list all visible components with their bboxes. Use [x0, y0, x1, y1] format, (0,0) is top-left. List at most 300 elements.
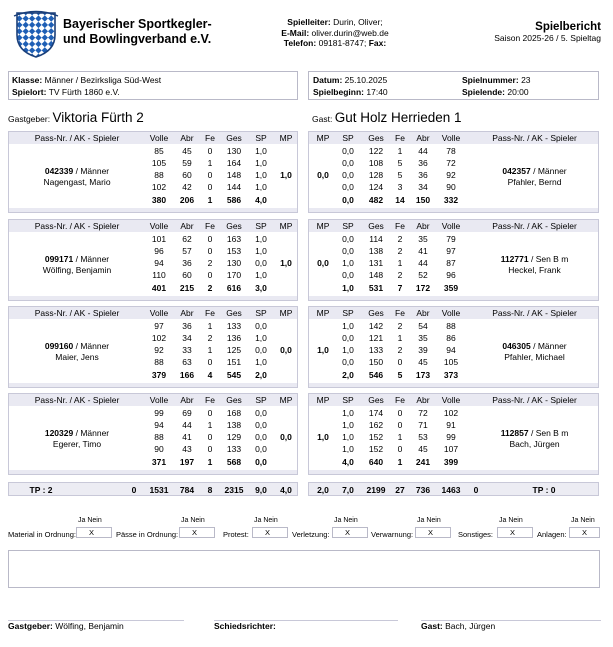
home-round-4-ges: 170 [226, 270, 242, 280]
home-round-3-sp: 1,0 [255, 170, 267, 180]
home-player-table-4 [8, 393, 298, 475]
away-round-2-ges: 162 [368, 420, 384, 430]
player-pass-line [9, 341, 145, 352]
home-round-4-sp: 1,0 [255, 270, 267, 280]
away-round-3-sp: 0,0 [342, 170, 354, 180]
player-pass-line [9, 254, 145, 265]
away-round-2-ges: 121 [368, 333, 384, 343]
away-round-1-ges: 114 [369, 234, 383, 244]
column-header-mp: MP [279, 133, 293, 143]
home-total-ges: 568 [226, 457, 242, 467]
away-round-4-sp: 1,0 [342, 444, 354, 454]
player-age-class: / Männer [533, 166, 567, 176]
away-table-footer-bg [309, 208, 598, 212]
home-round-2-volle: 96 [154, 246, 164, 256]
column-header-fe: Fe [205, 395, 215, 405]
flag-box-protest[interactable]: X [252, 527, 288, 538]
away-round-2-fe: 0 [397, 420, 403, 430]
away-tp: TP : 0 [532, 485, 556, 495]
column-header-ges: Ges [368, 395, 384, 405]
flag-box-sonstiges[interactable]: X [497, 527, 533, 538]
column-header-volle: Volle [441, 308, 461, 318]
player-name: Pfahler, Bernd [507, 177, 562, 187]
column-header-mp: MP [316, 221, 330, 231]
away-round-1-sp: 1,0 [342, 408, 354, 418]
flag-label-verwarnung: Verwarnung: [371, 530, 414, 539]
away-round-2-abr: 41 [418, 246, 428, 256]
home-round-1-ges: 133 [226, 321, 242, 331]
player-age-class: / Männer [533, 341, 567, 351]
player-pass-line [469, 428, 600, 439]
home-round-1-abr: 36 [182, 321, 192, 331]
home-round-2-sp: 0,0 [255, 420, 267, 430]
flag-box-verwarnung[interactable]: X [415, 527, 451, 538]
home-match-point: 1,0 [280, 258, 292, 268]
away-player-table-1 [308, 131, 599, 213]
player-age-class: / Sen B m [530, 428, 569, 438]
home-total-fe: 2 [207, 283, 213, 293]
klasse-value: Männer / Bezirksliga Süd-West [44, 75, 162, 85]
away-team-label: Gast: [312, 114, 333, 124]
home-total-fe: 1 [207, 195, 213, 205]
away-round-4-fe: 0 [397, 444, 403, 454]
away-round-4-ges: 124 [368, 182, 384, 192]
home-total-sp: 0,0 [255, 457, 267, 467]
flag-label-material: Material in Ordnung: [8, 530, 76, 539]
away-player-info [469, 166, 600, 188]
home-round-2-fe: 0 [207, 246, 213, 256]
home-round-1-fe: 0 [207, 146, 213, 156]
player-name: Pfahler, Michael [504, 352, 565, 362]
player-pass-line [469, 254, 600, 265]
away-round-1-ges: 122 [368, 146, 384, 156]
home-round-1-volle: 85 [154, 146, 164, 156]
away-round-1-abr: 35 [418, 234, 428, 244]
home-signature-value: Wölfing, Benjamin [55, 621, 124, 631]
away-round-1-sp: 0,0 [342, 234, 354, 244]
away-player-table-3 [308, 306, 599, 388]
column-header-sp: SP [255, 308, 267, 318]
match-info-left [8, 71, 298, 100]
player-pass-number: 042339 [44, 166, 74, 176]
away-round-1-fe: 2 [397, 321, 403, 331]
player-name: Nagengast, Mario [43, 177, 111, 187]
column-header-mp: MP [279, 308, 293, 318]
away-total-sp: 4,0 [342, 457, 354, 467]
home-round-2-ges: 153 [226, 246, 242, 256]
totals-home [8, 482, 298, 496]
away-match-point: 0,0 [317, 170, 329, 180]
home-round-3-abr: 36 [182, 258, 192, 268]
home-round-2-volle: 102 [151, 333, 167, 343]
flag-ja-nein-verwarnung: Ja Nein [417, 517, 441, 524]
home-round-4-fe: 0 [207, 357, 213, 367]
column-header-sp: SP [342, 221, 354, 231]
away-round-3-ges: 133 [368, 345, 384, 355]
column-header-player: Pass-Nr. / AK - Spieler [492, 133, 577, 143]
column-header-abr: Abr [416, 308, 430, 318]
home-player-table-3 [8, 306, 298, 388]
away-round-1-ges: 174 [368, 408, 384, 418]
leader-label: Spielleiter: [287, 17, 331, 27]
home-round-1-fe: 0 [207, 408, 213, 418]
home-round-4-ges: 151 [226, 357, 242, 367]
away-round-2-sp: 0,0 [342, 246, 354, 256]
flag-ja-nein-protest: Ja Nein [254, 517, 278, 524]
home-round-2-sp: 1,0 [255, 333, 267, 343]
away-round-4-volle: 105 [443, 357, 459, 367]
column-header-player: Pass-Nr. / AK - Spieler [34, 221, 120, 231]
column-header-abr: Abr [416, 395, 430, 405]
referee-signature-label: Schiedsrichter: [214, 621, 276, 631]
home-round-2-ges: 138 [226, 420, 242, 430]
flag-ja-nein-anlagen: Ja Nein [571, 517, 595, 524]
away-round-2-abr: 35 [418, 333, 428, 343]
away-signature [421, 621, 495, 631]
away-round-1-sp: 1,0 [342, 321, 354, 331]
flag-label-anlagen: Anlagen: [537, 530, 567, 539]
home-round-4-fe: 0 [207, 270, 213, 280]
home-round-1-abr: 69 [182, 408, 192, 418]
column-header-player: Pass-Nr. / AK - Spieler [34, 395, 120, 405]
away-total-volle: 2199 [366, 485, 386, 495]
flag-label-paesse: Pässe in Ordnung: [116, 530, 179, 539]
home-round-2-abr: 34 [182, 333, 192, 343]
column-header-mp: MP [316, 308, 330, 318]
away-round-4-volle: 107 [443, 444, 459, 454]
column-header-fe: Fe [395, 221, 405, 231]
home-round-2-abr: 44 [182, 420, 192, 430]
home-player-info [9, 166, 145, 188]
totals-away [308, 482, 599, 496]
home-round-3-volle: 88 [154, 432, 164, 442]
spielende-value: 20:00 [507, 87, 529, 97]
away-round-4-ges: 148 [368, 270, 384, 280]
flag-label-sonstiges: Sonstiges: [458, 530, 494, 539]
klasse-label: Klasse: [12, 75, 43, 85]
away-total-ges: 482 [368, 195, 384, 205]
player-pass-number: 099160 [44, 341, 74, 351]
away-round-1-volle: 88 [446, 321, 456, 331]
home-round-2-ges: 164 [226, 158, 242, 168]
away-round-2-volle: 91 [446, 420, 456, 430]
column-header-player: Pass-Nr. / AK - Spieler [34, 133, 120, 143]
home-round-3-volle: 94 [154, 258, 164, 268]
away-total-abr: 736 [415, 485, 431, 495]
home-round-3-abr: 60 [182, 170, 192, 180]
federation-logo-icon [13, 9, 59, 59]
away-total-fe: 7 [397, 283, 403, 293]
away-round-3-fe: 2 [397, 345, 403, 355]
column-header-player: Pass-Nr. / AK - Spieler [492, 395, 577, 405]
column-header-volle: Volle [441, 221, 461, 231]
spielnummer-value: 23 [521, 75, 531, 85]
away-round-2-sp: 0,0 [342, 333, 354, 343]
home-round-2-sp: 1,0 [255, 158, 267, 168]
column-header-fe: Fe [205, 308, 215, 318]
away-round-2-abr: 36 [418, 158, 428, 168]
column-header-sp: SP [255, 221, 267, 231]
column-header-player: Pass-Nr. / AK - Spieler [492, 221, 577, 231]
home-total-ges: 586 [226, 195, 242, 205]
home-match-point: 0,0 [280, 432, 292, 442]
player-pass-number: 112857 [500, 428, 529, 438]
away-round-3-sp: 1,0 [342, 432, 354, 442]
away-round-2-ges: 108 [368, 158, 384, 168]
phone-label: Telefon: [283, 38, 317, 48]
away-player-info [469, 341, 600, 363]
spielende-label: Spielende: [462, 87, 505, 97]
away-match-point: 0,0 [317, 258, 329, 268]
home-player-table-1 [8, 131, 298, 213]
home-round-2-volle: 105 [151, 158, 167, 168]
home-total-sp: 9,0 [255, 485, 267, 495]
player-pass-line [469, 341, 600, 352]
away-team [312, 110, 462, 125]
home-total-abr: 206 [179, 195, 195, 205]
away-total-ges: 1463 [441, 485, 461, 495]
column-header-mp: MP [316, 133, 330, 143]
away-total-volle: 359 [443, 283, 459, 293]
home-round-4-volle: 88 [154, 357, 164, 367]
away-team-name: Gut Holz Herrieden 1 [334, 110, 462, 125]
column-header-ges: Ges [226, 395, 242, 405]
away-round-4-fe: 0 [397, 357, 403, 367]
flag-ja-nein-sonstiges: Ja Nein [499, 517, 523, 524]
home-round-2-sp: 1,0 [255, 246, 267, 256]
column-header-abr: Abr [180, 221, 194, 231]
spielnummer-label: Spielnummer: [462, 75, 519, 85]
column-header-fe: Fe [205, 133, 215, 143]
away-total-abr: 241 [415, 457, 431, 467]
home-round-2-fe: 2 [207, 333, 213, 343]
away-round-3-volle: 92 [446, 170, 456, 180]
home-total-fe: 4 [207, 370, 213, 380]
home-team [8, 110, 144, 125]
away-player-table-4 [308, 393, 599, 475]
away-round-4-fe: 3 [397, 182, 403, 192]
home-total-volle: 380 [151, 195, 167, 205]
home-total-fe: 1 [207, 457, 213, 467]
away-round-1-fe: 0 [397, 408, 403, 418]
away-round-4-sp: 0,0 [342, 357, 354, 367]
home-tp-zero: 0 [131, 485, 137, 495]
column-header-ges: Ges [226, 308, 242, 318]
home-total-mp: 4,0 [280, 485, 292, 495]
column-header-sp: SP [342, 308, 354, 318]
away-round-4-ges: 152 [368, 444, 384, 454]
away-total-sp: 2,0 [342, 370, 354, 380]
home-total-sp: 4,0 [255, 195, 267, 205]
home-round-3-volle: 88 [154, 170, 164, 180]
home-total-sp: 2,0 [255, 370, 267, 380]
away-round-1-fe: 2 [397, 234, 403, 244]
away-total-ges: 531 [368, 283, 384, 293]
away-round-2-fe: 5 [397, 158, 403, 168]
column-header-volle: Volle [149, 395, 169, 405]
home-round-3-fe: 1 [207, 345, 213, 355]
home-total-ges: 2315 [224, 485, 244, 495]
home-round-4-abr: 43 [182, 444, 192, 454]
away-round-3-sp: 1,0 [342, 345, 354, 355]
home-total-volle: 1531 [149, 485, 169, 495]
away-total-abr: 172 [415, 283, 431, 293]
player-pass-line [9, 428, 145, 439]
away-total-mp: 2,0 [317, 485, 329, 495]
away-round-2-volle: 72 [446, 158, 456, 168]
away-round-3-sp: 1,0 [342, 258, 354, 268]
player-age-class: / Männer [75, 166, 110, 176]
home-round-2-abr: 57 [182, 246, 192, 256]
away-round-3-ges: 152 [368, 432, 384, 442]
home-round-1-volle: 101 [151, 234, 167, 244]
home-total-ges: 545 [226, 370, 242, 380]
column-header-ges: Ges [226, 221, 242, 231]
home-team-name: Viktoria Fürth 2 [52, 110, 144, 125]
home-round-4-ges: 144 [226, 182, 242, 192]
flag-box-paesse[interactable]: X [179, 527, 215, 538]
player-pass-number: 042357 [502, 166, 531, 176]
player-pass-line [9, 166, 145, 177]
home-round-4-volle: 90 [154, 444, 164, 454]
spielbeginn-label: Spielbeginn: [313, 87, 364, 97]
column-header-abr: Abr [416, 221, 430, 231]
flag-box-material[interactable]: X [76, 527, 112, 538]
player-age-class: / Sen B m [530, 254, 569, 264]
away-round-4-abr: 45 [418, 357, 428, 367]
home-round-1-sp: 1,0 [255, 234, 267, 244]
away-total-ges: 546 [368, 370, 384, 380]
home-round-3-ges: 148 [226, 170, 242, 180]
column-header-sp: SP [342, 133, 354, 143]
home-player-info [9, 428, 145, 450]
away-signature-value: Bach, Jürgen [445, 621, 496, 631]
player-age-class: / Männer [75, 341, 110, 351]
column-header-volle: Volle [149, 308, 169, 318]
home-table-footer-bg [9, 296, 297, 300]
flag-box-anlagen[interactable]: X [569, 527, 600, 538]
flag-label-verletzung: Verletzung: [292, 530, 330, 539]
spielbeginn-value: 17:40 [366, 87, 388, 97]
away-player-table-2 [308, 219, 599, 301]
home-table-footer-bg [9, 470, 297, 474]
away-match-point: 1,0 [317, 432, 329, 442]
away-round-3-fe: 5 [397, 170, 403, 180]
home-total-abr: 784 [179, 485, 195, 495]
home-total-sp: 3,0 [255, 283, 267, 293]
away-round-2-volle: 97 [446, 246, 456, 256]
flag-box-verletzung[interactable]: X [332, 527, 368, 538]
column-header-mp: MP [279, 395, 293, 405]
player-pass-line [469, 166, 600, 177]
away-round-4-sp: 0,0 [342, 270, 354, 280]
home-round-3-volle: 92 [154, 345, 164, 355]
home-round-1-sp: 0,0 [255, 321, 267, 331]
home-round-1-volle: 99 [154, 408, 164, 418]
column-header-sp: SP [255, 395, 267, 405]
away-round-1-abr: 54 [418, 321, 428, 331]
leader-value: Durin, Oliver; [333, 17, 383, 27]
fax-label: Fax: [368, 38, 387, 48]
home-match-point: 0,0 [280, 345, 292, 355]
home-round-3-fe: 2 [207, 258, 213, 268]
away-table-footer-bg [309, 296, 598, 300]
away-total-sp: 1,0 [342, 283, 354, 293]
flag-label-protest: Protest: [223, 530, 249, 539]
away-round-3-abr: 39 [418, 345, 428, 355]
away-total-fe: 5 [397, 370, 403, 380]
away-round-4-abr: 34 [418, 182, 428, 192]
home-total-volle: 379 [151, 370, 167, 380]
home-total-abr: 215 [179, 283, 195, 293]
away-round-4-ges: 150 [368, 357, 384, 367]
away-round-4-fe: 2 [397, 270, 403, 280]
away-round-2-sp: 0,0 [342, 158, 354, 168]
home-total-fe: 8 [207, 485, 213, 495]
home-round-4-sp: 0,0 [255, 444, 267, 454]
player-name: Bach, Jürgen [509, 439, 560, 449]
away-total-volle: 332 [443, 195, 459, 205]
column-header-fe: Fe [395, 395, 405, 405]
column-header-volle: Volle [149, 133, 169, 143]
federation-name-line1: Bayerischer Sportkegler- [63, 17, 212, 31]
notes-box[interactable] [8, 550, 600, 588]
home-total-volle: 371 [151, 457, 167, 467]
spielort-value: TV Fürth 1860 e.V. [48, 87, 120, 97]
flag-ja-nein-verletzung: Ja Nein [334, 517, 358, 524]
away-round-3-fe: 1 [397, 432, 403, 442]
home-round-1-abr: 45 [182, 146, 192, 156]
away-round-2-abr: 71 [418, 420, 428, 430]
home-round-3-ges: 129 [226, 432, 242, 442]
home-round-4-abr: 60 [182, 270, 192, 280]
season-info: Saison 2025-26 / 5. Spieltag [494, 33, 601, 43]
email-label: E-Mail: [281, 27, 310, 38]
home-round-3-sp: 0,0 [255, 345, 267, 355]
away-round-3-abr: 36 [418, 170, 428, 180]
away-round-3-volle: 87 [446, 258, 456, 268]
home-round-1-abr: 62 [182, 234, 192, 244]
home-tp: TP : 2 [29, 485, 53, 495]
column-header-abr: Abr [180, 133, 194, 143]
home-round-1-fe: 0 [207, 234, 213, 244]
away-signature-label: Gast: [421, 621, 443, 631]
away-round-4-abr: 45 [418, 444, 428, 454]
column-header-abr: Abr [180, 395, 194, 405]
home-round-3-ges: 130 [226, 258, 242, 268]
home-table-footer-bg [9, 383, 297, 387]
column-header-player: Pass-Nr. / AK - Spieler [492, 308, 577, 318]
player-name: Egerer, Timo [52, 439, 102, 449]
email-value: oliver.durin@web.de [311, 27, 389, 38]
column-header-volle: Volle [149, 221, 169, 231]
player-pass-number: 120329 [44, 428, 74, 438]
away-round-2-volle: 86 [446, 333, 456, 343]
column-header-ges: Ges [226, 133, 242, 143]
league-contact [240, 17, 430, 49]
home-round-3-abr: 33 [182, 345, 192, 355]
away-round-4-volle: 96 [446, 270, 456, 280]
home-total-abr: 197 [179, 457, 195, 467]
column-header-mp: MP [279, 221, 293, 231]
home-player-info [9, 254, 145, 276]
home-signature [8, 621, 124, 631]
away-round-3-fe: 1 [397, 258, 403, 268]
home-round-4-sp: 1,0 [255, 357, 267, 367]
home-round-3-sp: 0,0 [255, 432, 267, 442]
spielort-label: Spielort: [12, 87, 47, 97]
away-total-sp: 7,0 [342, 485, 354, 495]
